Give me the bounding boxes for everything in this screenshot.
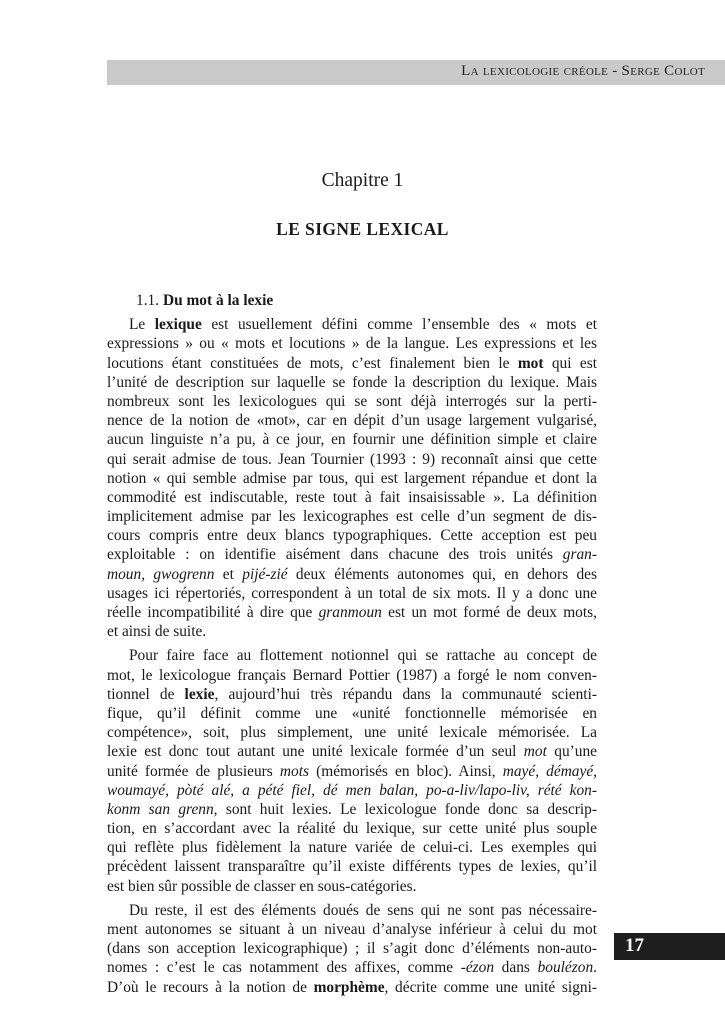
- text-line: l’unité de description sur laquelle se fonde la description du lexique. Mais: [107, 373, 597, 391]
- text-line: woumayé, pòté alé, a pété fiel, dé men balan, po-a-liv/lapo-liv, rété kon-: [107, 781, 597, 799]
- text-line: (dans son acception lexicographique) ; il s’agit donc d’éléments non-auto-: [107, 940, 597, 958]
- section-heading: [107, 291, 597, 310]
- text-line: D’où le recours à la notion de morphème, décrite comme une unité signi-: [107, 978, 597, 996]
- text-line: réelle incompatibilité à dire que granmoun est un mot formé de deux mots,: [107, 604, 597, 621]
- text-line: Le lexique est usuellement défini comme l’ensemble des « mots et: [129, 316, 597, 334]
- chapter-title: LE SIGNE LEXICAL: [276, 219, 449, 239]
- paragraph-3: [107, 901, 597, 997]
- running-header: [107, 60, 725, 85]
- page-number-tab: [614, 933, 725, 960]
- text-line: expressions » ou « mots et locutions » de la langue. Les expressions et les: [107, 335, 597, 353]
- text-line: nence de la notion de «mot», car en dépit d’un usage largement vulgarisé,: [107, 412, 597, 430]
- text-line: implicitement admise par les lexicographes est celle d’un segment de dis-: [107, 508, 597, 526]
- text-line: et ainsi de suite.: [107, 623, 207, 641]
- running-title: La lexicologie créole - Serge Colot: [461, 63, 705, 79]
- section-title: Du mot à la lexie: [162, 292, 274, 309]
- chapter-number: Chapitre 1: [321, 170, 404, 191]
- text-line: tion, en s’accordant avec la réalité du lexique, sur cette unité plus souple: [107, 820, 597, 838]
- text-line: qui serait admise de tous. Jean Tournier (1993 : 9) reconnaît ainsi que cette: [107, 450, 597, 468]
- text-line: aucun linguiste n’a pu, à ce jour, en fournir une définition simple et claire: [107, 431, 597, 449]
- text-line: Du reste, il est des éléments doués de sens qui ne sont pas nécessaire-: [129, 901, 597, 919]
- text-line: compétence», soit, plus simplement, une unité lexicale mémorisée. La: [107, 724, 597, 742]
- text-line: unité formée de plusieurs mots (mémorisés en bloc). Ainsi, mayé, démayé,: [107, 762, 598, 780]
- text-line: lexie est donc tout autant une unité lexicale formée d’un seul mot qu’une: [107, 743, 597, 761]
- paragraph-1: [107, 315, 597, 641]
- text-line: nombreux sont les lexicologues qui se sont déjà interrogés sur la perti-: [107, 392, 597, 410]
- text-line: notion « qui semble admise par tous, qui est largement répandue et dont la: [107, 469, 597, 487]
- paragraph-2: [107, 646, 597, 895]
- text-line: tionnel de lexie, aujourd’hui très répandu dans la communauté scienti-: [107, 685, 597, 703]
- text-line: qui reflète plus fidèlement la nature variée de celui-ci. Les exemples qui: [107, 839, 597, 857]
- text-line: fique, qu’il définit comme une «unité fonctionnelle mémorisée en: [107, 704, 597, 722]
- page-number: 17: [625, 935, 644, 956]
- text-line: usages ici répertoriés, correspondent à un total de six mots. Il y a donc une: [107, 584, 597, 602]
- text-line: est bien sûr possible de classer en sous-catégories.: [107, 877, 417, 895]
- body-text: [107, 291, 597, 997]
- text-line: exploitable : on identifie aisément dans chacune des trois unités gran-: [107, 546, 597, 564]
- text-line: nomes : c’est le cas notamment des affixes, comme -ézon dans boulézon.: [107, 959, 597, 977]
- section-number: 1.1.: [136, 292, 160, 309]
- text-line: commodité est indiscutable, reste tout à fait insaisissable ». La définition: [107, 488, 597, 506]
- text-line: précèdent laissent transparaître qu’il existe différents types de lexies, qu’il: [107, 858, 597, 876]
- text-line: konm san grenn, sont huit lexies. Le lexicologue fonde donc sa descrip-: [107, 800, 598, 818]
- text-line: mot, le lexicologue français Bernard Pottier (1987) a forgé le nom conven-: [107, 666, 597, 684]
- text-line: cours compris entre deux blancs typographiques. Cette acception est peu: [107, 527, 597, 545]
- text-line: ment autonomes se situant à un niveau d’analyse inférieur à celui du mot: [107, 921, 597, 938]
- text-line: moun, gwogrenn et pijé-zié deux éléments autonomes qui, en dehors des: [107, 565, 597, 583]
- text-line: Pour faire face au flottement notionnel qui se rattache au concept de: [129, 647, 597, 665]
- text-line: locutions étant constituées de mots, c’est finalement bien le mot qui est: [107, 354, 597, 372]
